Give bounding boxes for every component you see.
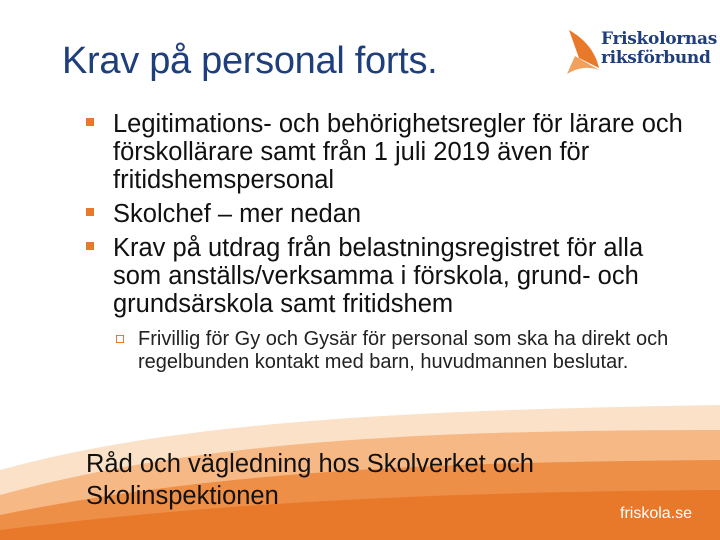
logo-line-2: riksförbund — [601, 48, 711, 68]
sub-bullet-text: Frivillig för Gy och Gysär för personal som ska ha direkt och regelbunden kontakt med barn, huvudmannen beslutar. — [138, 328, 669, 373]
bullet-text: Krav på utdrag från belastningsregistret för alla som anställs/verksamma i förskola, grund- och grundsärskola samt fritidshem — [113, 234, 644, 318]
footer-note: Råd och vägledning hos Skolverket och Skolinspektionen — [86, 450, 534, 510]
square-bullet-icon — [86, 118, 94, 126]
bullet-list — [86, 110, 696, 374]
hollow-square-bullet-icon — [116, 335, 124, 343]
square-bullet-icon — [86, 208, 94, 216]
square-bullet-icon — [86, 242, 94, 250]
website-url: friskola.se — [620, 505, 693, 522]
sub-bullet-item — [86, 328, 696, 374]
logo-text — [601, 30, 717, 68]
bullet-item — [86, 234, 696, 318]
logo-line-1: Friskolornas — [601, 29, 717, 49]
logo — [565, 28, 717, 76]
bullet-text: Legitimations- och behörighetsregler för lärare och förskollärare samt från 1 juli 2019 även för fritidshemspersonal — [113, 110, 683, 194]
bullet-text: Skolchef – mer nedan — [113, 200, 362, 228]
slide-title: Krav på personal forts. — [62, 40, 438, 82]
bullet-item — [86, 200, 696, 228]
bullet-item — [86, 110, 696, 194]
logo-sail-icon — [565, 28, 603, 76]
